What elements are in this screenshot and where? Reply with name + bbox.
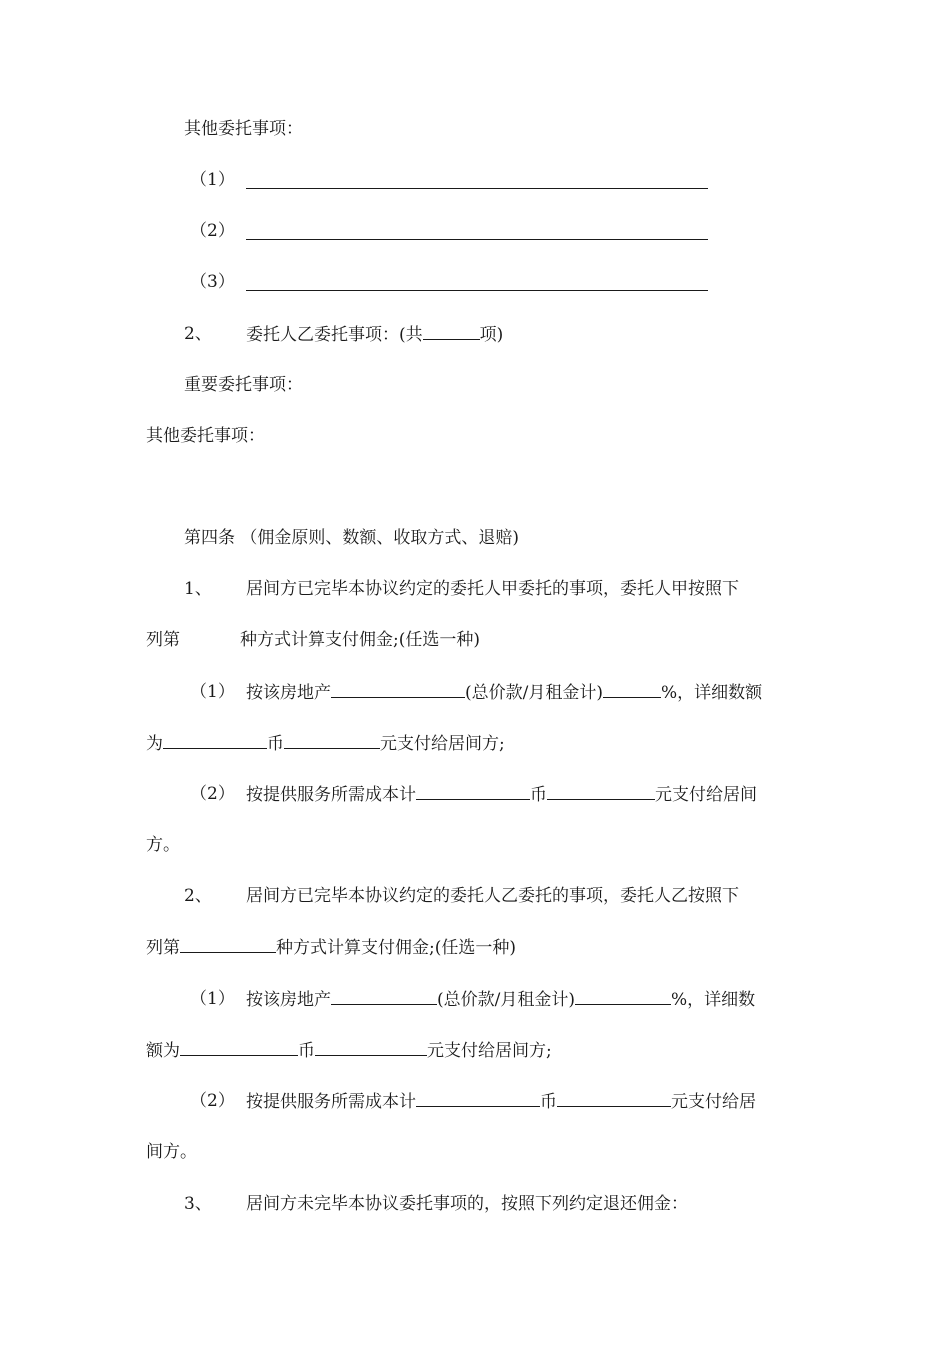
- p1-opt1-text: [246, 680, 762, 704]
- p2-cost-blank[interactable]: [416, 1089, 540, 1107]
- text-para-3: 居间方未完毕本协议委托事项的，按照下列约定退还佣金：: [246, 1194, 688, 1214]
- p2-property-blank[interactable]: [331, 987, 437, 1005]
- text-p1-opt1-a: 按该房地产: [246, 683, 331, 703]
- text-p1-wei: 为: [146, 734, 163, 754]
- para-1-number: [184, 577, 212, 601]
- item-1-blank[interactable]: [246, 187, 708, 189]
- p2-percent-blank[interactable]: [575, 987, 671, 1005]
- para-2-continuation: [146, 935, 516, 959]
- text-clause-2-a: 委托人乙委托事项：(共: [246, 325, 423, 345]
- text-p2-opt1: （1）: [190, 989, 235, 1009]
- p2-opt1-label: [190, 987, 235, 1011]
- text-p2-opt2-a: 按提供服务所需成本计: [246, 1092, 416, 1112]
- text-other-items-2: 其他委托事项：: [146, 426, 265, 446]
- text-p1-opt1-b: (总价款/月租金计): [465, 683, 603, 703]
- text-article-4: 第四条 （佣金原则、数额、收取方式、退赔): [184, 528, 520, 548]
- text-para-1-lie: 列第: [146, 630, 180, 650]
- text-p1-opt2: （2）: [190, 784, 235, 804]
- p2-opt1-continuation: [146, 1038, 552, 1062]
- p1-opt1-label: [190, 680, 235, 704]
- p1-cost-blank[interactable]: [416, 782, 530, 800]
- text-p2-bi: 币: [298, 1041, 315, 1061]
- text-p1-opt1: （1）: [190, 682, 235, 702]
- text-p1-opt2-bi: 币: [530, 785, 547, 805]
- text-p2-opt1-b: (总价款/月租金计): [437, 990, 575, 1010]
- p1-currency-blank[interactable]: [284, 731, 380, 749]
- p1-cost-currency-blank[interactable]: [547, 782, 655, 800]
- text-p1-bi: 币: [267, 734, 284, 754]
- text-para-2-method: 种方式计算支付佣金;(任选一种): [276, 938, 516, 958]
- text-p2-ewei: 额为: [146, 1041, 180, 1061]
- heading-other-items: [184, 117, 303, 141]
- text-p1-opt1-c: %，详细数额: [661, 683, 763, 703]
- text-para-2-lie: 列第: [146, 938, 180, 958]
- item-2-blank[interactable]: [246, 238, 708, 240]
- p2-opt2-continuation: [146, 1140, 197, 1164]
- text-p2-opt2: （2）: [190, 1091, 235, 1111]
- p2-opt1-text: [246, 987, 755, 1011]
- count-blank[interactable]: [423, 322, 480, 340]
- text-p2-opt1-a: 按该房地产: [246, 990, 331, 1010]
- p1-opt2-text: [246, 782, 757, 806]
- text-p2-opt2-bi: 币: [540, 1092, 557, 1112]
- p1-opt2-label: [190, 782, 235, 806]
- p2-cost-currency-blank[interactable]: [557, 1089, 671, 1107]
- text-item-3: （3）: [190, 272, 235, 292]
- text-clause-2-num: 2、: [184, 324, 212, 344]
- para-3-number: [184, 1192, 212, 1216]
- text-p2-opt2-b: 元支付给居: [671, 1092, 756, 1112]
- heading-important-items: [184, 373, 303, 397]
- p1-property-blank[interactable]: [331, 680, 465, 698]
- text-para-1-num: 1、: [184, 579, 212, 599]
- text-other-items: 其他委托事项：: [184, 119, 303, 139]
- p1-opt1-continuation: [146, 731, 505, 755]
- item-3-blank[interactable]: [246, 289, 708, 291]
- p2-amount-blank[interactable]: [180, 1038, 298, 1056]
- p1-opt2-continuation: [146, 833, 180, 857]
- para-1-continuation: [146, 628, 480, 652]
- text-p1-yuan: 元支付给居间方;: [380, 734, 505, 754]
- text-p2-yuan: 元支付给居间方;: [427, 1041, 552, 1061]
- clause-2-number: [184, 322, 212, 346]
- text-p1-opt2-b: 元支付给居间: [655, 785, 757, 805]
- text-para-2: 居间方已完毕本协议约定的委托人乙委托的事项，委托人乙按照下: [246, 886, 739, 906]
- clause-2-text: [246, 322, 503, 346]
- text-para-2-num: 2、: [184, 886, 212, 906]
- text-p2-opt1-c: %，详细数: [671, 990, 756, 1010]
- para-2-number: [184, 884, 212, 908]
- text-p1-fang: 方。: [146, 835, 180, 855]
- text-clause-2-b: 项): [479, 325, 504, 345]
- p2-opt2-label: [190, 1089, 235, 1113]
- article-4-heading: [184, 526, 519, 550]
- heading-other-items-2: [146, 424, 265, 448]
- p2-method-blank[interactable]: [180, 935, 276, 953]
- p1-amount-blank[interactable]: [163, 731, 267, 749]
- p2-currency-blank[interactable]: [315, 1038, 427, 1056]
- item-3-label: [190, 270, 235, 294]
- text-item-1: （1）: [190, 170, 235, 190]
- item-1-label: [190, 168, 235, 192]
- text-para-1: 居间方已完毕本协议约定的委托人甲委托的事项，委托人甲按照下: [246, 579, 739, 599]
- text-item-2: （2）: [190, 221, 235, 241]
- text-para-1-method: 种方式计算支付佣金;(任选一种): [240, 630, 480, 650]
- text-para-3-num: 3、: [184, 1194, 212, 1214]
- text-important-items: 重要委托事项：: [184, 375, 303, 395]
- para-1-text: [246, 577, 739, 601]
- para-3-text: [246, 1192, 688, 1216]
- p2-opt2-text: [246, 1089, 756, 1113]
- text-p1-opt2-a: 按提供服务所需成本计: [246, 785, 416, 805]
- item-2-label: [190, 219, 235, 243]
- text-p2-jianfang: 间方。: [146, 1142, 197, 1162]
- p1-percent-blank[interactable]: [603, 680, 661, 698]
- para-2-text: [246, 884, 739, 908]
